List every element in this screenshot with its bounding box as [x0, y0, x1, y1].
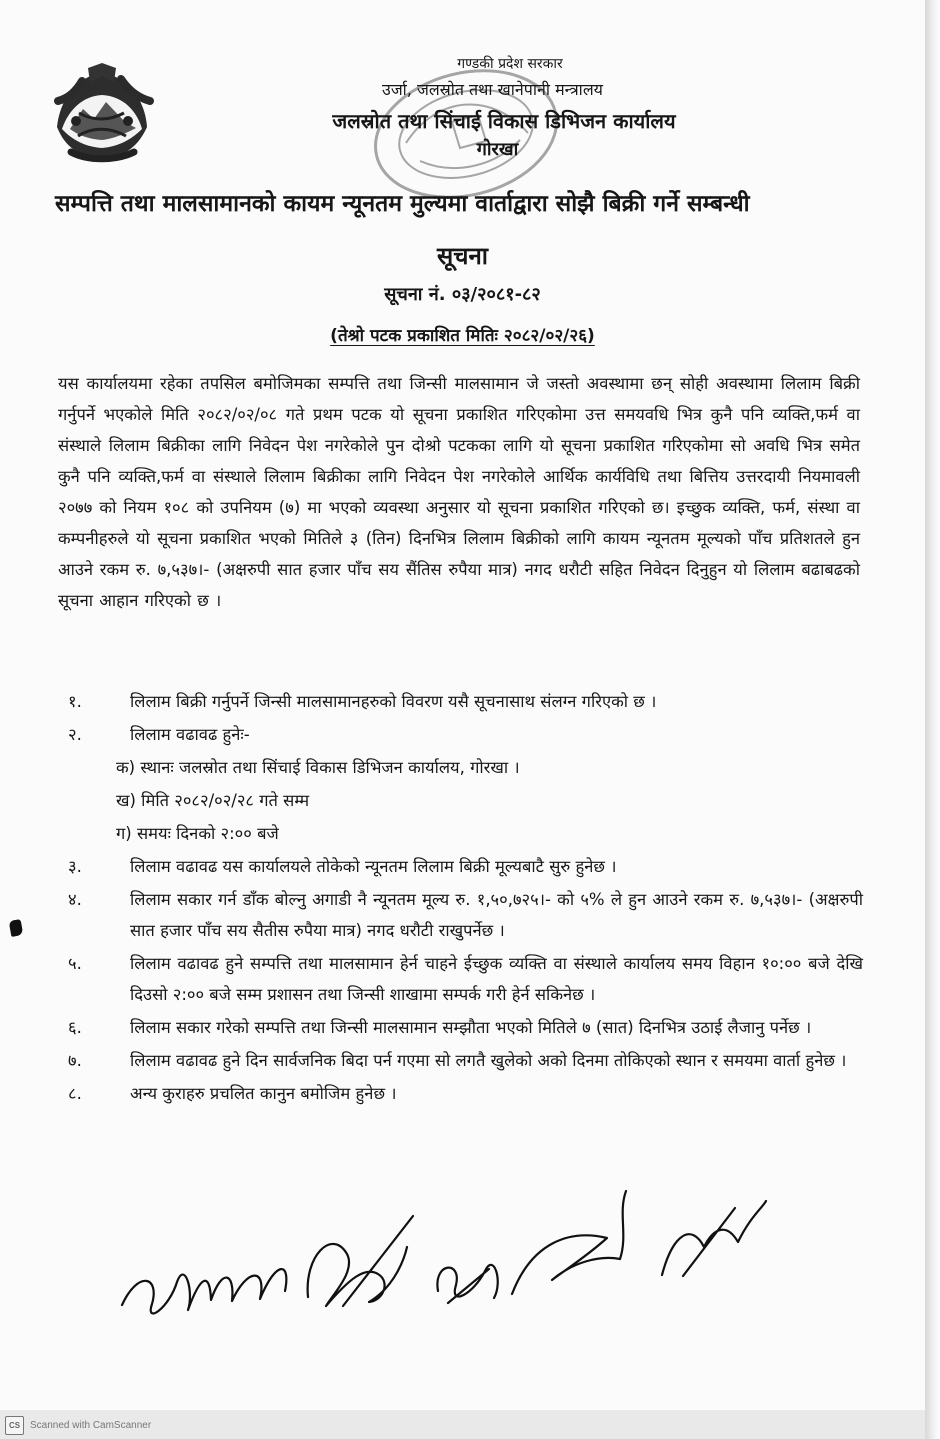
notice-number: सूचना नं. ०३/२०८१-८२ [384, 284, 541, 305]
condition-item-5 [68, 948, 863, 1010]
condition-item-1 [68, 686, 863, 717]
office-name: जलस्रोत तथा सिंचाई विकास डिभिजन कार्यालय [332, 109, 676, 133]
notice-conditions [68, 686, 863, 1111]
scan-footer [5, 1415, 151, 1435]
handwritten-signatures-icon [118, 1180, 768, 1340]
condition-number: ५. [68, 954, 82, 973]
scan-mark [9, 919, 24, 937]
condition-text: लिलाम सकार गरेको सम्पत्ति तथा जिन्सी मालसामान सम्झौता भएको मितिले ७ (सात) दिनभित्र उठाई लैजानु पर्नेछ । [130, 1018, 812, 1037]
condition-text: लिलाम सकार गर्न डाँक बोल्नु अगाडी नै न्यूनतम मूल्य रु. १,५०,७२५।- को ५% ले हुन आउने रकम रु. ७,५३७।- (अक्षरुपी सात हजार पाँच सय सैतीस रुपैया मात्र) नगद धरौटी राखुपर्नेछ । [130, 890, 863, 940]
condition-text: लिलाम वढावढ हुने सम्पत्ति तथा मालसामान हेर्न चाहने ईच्छुक व्यक्ति वा संस्थाले कार्यालय समय विहान १०:०० बजे देखि दिउसो २:०० बजे सम्म प्रशासन तथा जिन्सी शाखामा सम्पर्क गरी हेर्न सकिनेछ । [130, 954, 863, 1004]
condition-subitem-time [68, 818, 863, 849]
condition-number: २. [68, 725, 82, 744]
condition-item-7 [68, 1045, 863, 1076]
nepal-emblem-icon [48, 63, 156, 163]
notice-heading: सम्पत्ति तथा मालसामानको कायम न्यूनतम मुल्यमा वार्ताद्वारा सोझै बिक्री गर्ने सम्बन्धी [55, 191, 750, 217]
condition-number: ८. [68, 1084, 82, 1103]
condition-text: लिलाम वढावढ यस कार्यालयले तोकेको न्यूनतम लिलाम बिक्री मूल्यबाटै सुरु हुनेछ । [130, 857, 617, 876]
condition-item-4 [68, 884, 863, 946]
scanner-edge [925, 0, 940, 1439]
condition-text: क) स्थानः जलस्रोत तथा सिंचाई विकास डिभिजन कार्यालय, गोरखा । [116, 758, 520, 777]
condition-text: ख) मिति २०८२/०२/२८ गते सम्म [116, 791, 310, 810]
condition-number: ६. [68, 1018, 82, 1037]
notice-subject: सूचना [437, 242, 488, 270]
office-header [180, 52, 800, 162]
condition-subitem-date [68, 785, 863, 816]
condition-text: लिलाम वढावढ हुनेः- [130, 725, 250, 744]
condition-item-2 [68, 719, 863, 750]
condition-item-3 [68, 851, 863, 882]
condition-text: अन्य कुराहरु प्रचलित कानुन बमोजिम हुनेछ । [130, 1084, 397, 1103]
condition-item-8 [68, 1078, 863, 1109]
condition-text: लिलाम वढावढ हुने दिन सार्वजनिक बिदा पर्न गएमा सो लगतै खुलेको अको दिनमा तोकिएको स्थान र समयमा वार्ता हुनेछ । [130, 1051, 847, 1070]
camscanner-icon: CS [5, 1416, 24, 1435]
condition-subitem-location [68, 752, 863, 783]
condition-number: ४. [68, 890, 82, 909]
condition-item-6 [68, 1012, 863, 1043]
scan-footer-label: Scanned with CamScanner [30, 1419, 152, 1431]
publication-date: (तेश्रो पटक प्रकाशित मितिः २०८२/०२/२६) [330, 326, 595, 346]
condition-number: ७. [68, 1051, 82, 1070]
provincial-government-name: गण्डकी प्रदेश सरकार [457, 56, 563, 72]
condition-text: ग) समयः दिनको २:०० बजे [116, 824, 279, 843]
ministry-name: उर्जा, जलस्रोत तथा खानेपानी मन्त्रालय [382, 80, 603, 99]
notice-paragraph: यस कार्यालयमा रहेका तपसिल बमोजिमका सम्पत्ति तथा जिन्सी मालसामान जे जस्तो अवस्थामा छन् सोही अवस्थामा लिलाम बिक्री गर्नुपर्ने भएकोले मिति २०८२/०२/०८ गते प्रथम पटक यो सूचना प्रकाशित गरिएकोमा उत्त समयवधि भित्र कुनै पनि व्यक्ति,फर्म वा संस्थाले लिलाम बिक्रीका लागि निवेदन पेश नगरेकोले पुन दोश्रो पटकका लागि यो सूचना प्रकाशित गरिएकोमा सो अवधि भित्र समेत कुनै पनि व्यक्ति,फर्म वा संस्थाले लिलाम बिक्रीका लागि निवेदन पेश नगरेकोले आर्थिक कार्यविधि तथा बित्तिय उत्तरदायी नियमावली २०७७ को नियम १०८ को उपनियम (७) मा भएको व्यवस्था अनुसार यो सूचना प्रकाशित गरिएको छ। इच्छुक व्यक्ति, फर्म, संस्था वा कम्पनीहरुले यो सूचना प्रकाशित भएको मितिले ३ (तिन) दिनभित्र लिलाम बिक्रीको लागि कायम न्यूनतम मूल्यको पाँच प्रतिशतले हुन आउने रकम रु. ७,५३७।- (अक्षरुपी सात हजार पाँच सय सैंतिस रुपैया मात्र) नगद धरौटी सहित निवेदन दिनुहुन यो लिलाम बढाबढको सूचना आहान गरिएको छ । [58, 374, 860, 610]
condition-text: लिलाम बिक्री गर्नुपर्ने जिन्सी मालसामानहरुको विवरण यसै सूचनासाथ संलग्न गरिएको छ । [130, 692, 657, 711]
condition-number: १. [68, 692, 82, 711]
condition-number: ३. [68, 857, 82, 876]
office-location: गोरखा [476, 139, 519, 160]
